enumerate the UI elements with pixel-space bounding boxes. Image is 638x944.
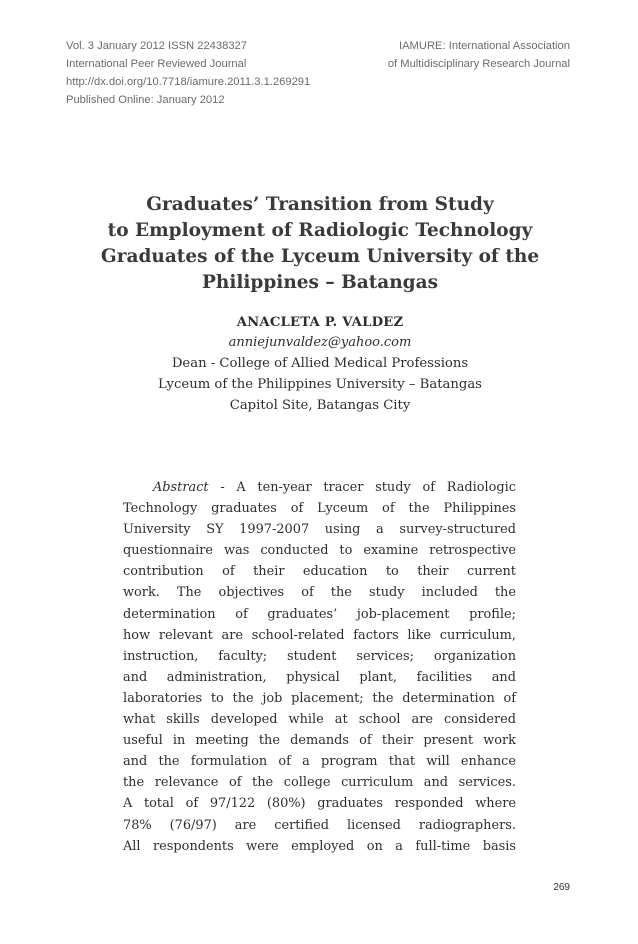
abstract-first-line-text: - A ten-year tracer study of Radiologic [208,480,516,495]
abstract-line: work. The objectives of the study included the [123,585,516,601]
title-line: Graduates’ Transition from Study [146,194,494,215]
affiliation-line: Capitol Site, Batangas City [229,398,411,413]
abstract-line: University SY 1997-2007 using a survey-structured [123,522,516,538]
abstract-line: contribution of their education to their current [123,564,516,580]
abstract-line: how relevant are school-related factors like curriculum, [123,627,516,643]
journal-header-left [66,37,310,109]
abstract-line: useful in meeting the demands of their present work [123,733,516,749]
paper-title [60,192,580,296]
page-number: 269 [553,882,570,893]
abstract-line: what skills developed while at school are considered [123,712,516,728]
publish-date: Published Online: January 2012 [66,94,225,106]
abstract-line: instruction, faculty; student services; organization [123,648,516,664]
author-email[interactable]: anniejunvaldez@yahoo.com [228,335,412,350]
abstract-line: determination of graduates’ job-placement profile; [123,606,516,622]
author-name: ANACLETA P. VALDEZ [236,315,404,330]
abstract-line: All respondents were employed on a full-time basis [123,838,516,854]
abstract-line: Technology graduates of Lyceum of the Philippines [123,501,516,517]
abstract-label: Abstract [153,480,209,495]
abstract-line: questionnaire was conducted to examine retrospective [123,543,516,559]
abstract-line: the relevance of the college curriculum and services. [123,775,516,791]
abstract-line: A total of 97/122 (80%) graduates responded where [123,796,516,812]
affiliation-line: Lyceum of the Philippines University – Batangas [158,377,482,392]
affiliation-line: Dean - College of Allied Medical Professions [171,356,469,371]
abstract-line: and the formulation of a program that will enhance [123,754,516,770]
abstract-line: 78% (76/97) are certified licensed radiographers. [123,817,516,833]
abstract-line: and administration, physical plant, facilities and [123,669,516,685]
title-line: to Employment of Radiologic Technology [107,220,533,241]
journal-name-line-2: of Multidisciplinary Research Journal [387,58,570,70]
abstract-line [123,477,516,498]
journal-name-line-1: IAMURE: International Association [398,40,570,52]
journal-type: International Peer Reviewed Journal [66,58,247,70]
title-line: Philippines – Batangas [201,272,439,293]
author-block [60,313,580,416]
abstract-line: laboratories to the job placement; the determination of [123,690,516,706]
journal-header-right [370,37,570,73]
doi-link[interactable]: http://dx.doi.org/10.7718/iamure.2011.3.1.269291 [66,76,311,88]
abstract [123,477,516,857]
title-line: Graduates of the Lyceum University of the [100,246,540,267]
volume-issn: Vol. 3 January 2012 ISSN 22438327 [66,40,247,52]
